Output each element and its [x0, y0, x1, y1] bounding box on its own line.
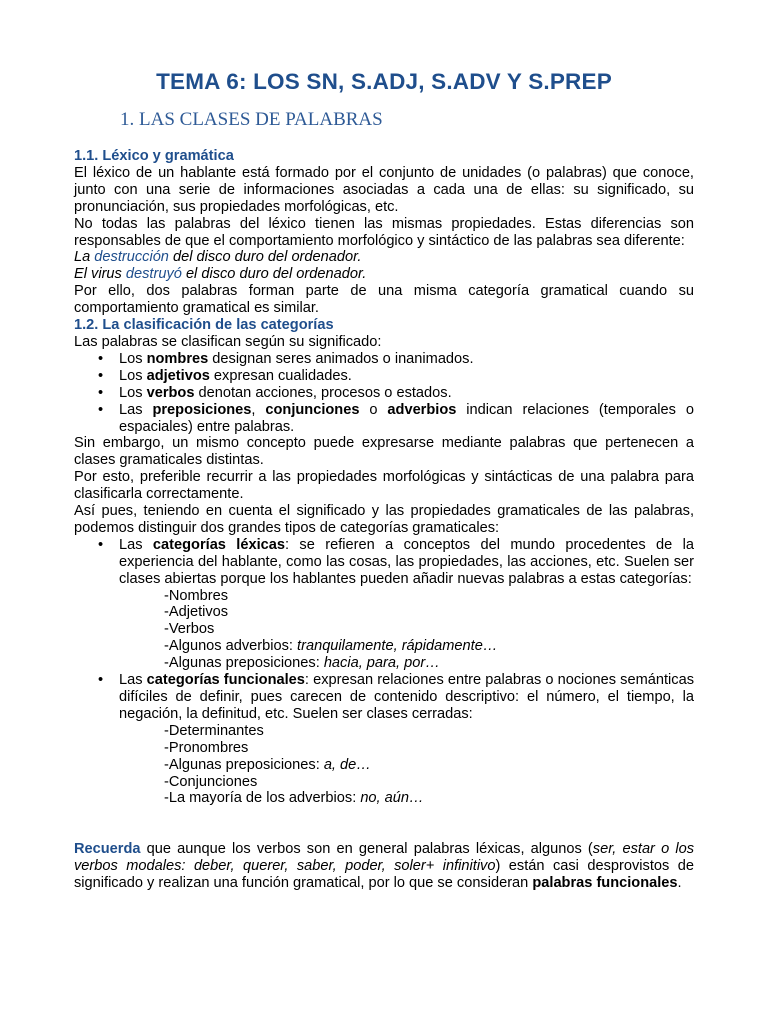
list-item	[74, 368, 694, 385]
paragraph: Las palabras se clasifican según su significado:	[74, 333, 382, 350]
item-text: designan seres animados o inanimados.	[208, 350, 474, 367]
spacer	[74, 807, 694, 841]
bullet-icon: •	[98, 536, 104, 553]
item-examples: a, de…	[323, 756, 371, 773]
note-text: que aunque los verbos son en general palabras léxicas, algunos (	[140, 841, 593, 858]
category-type-list	[74, 672, 694, 723]
category-list	[74, 351, 694, 436]
item-term: preposiciones	[152, 401, 252, 418]
item-text: Los	[119, 384, 147, 401]
paragraph: Por ello, dos palabras forman parte de una misma categoría gramatical cuando su comportamiento gramatical es similar.	[74, 283, 694, 317]
paragraph: Así pues, teniendo en cuenta el significado y las propiedades gramaticales de las palabras, podemos distinguir dos grandes tipos de categorías gramaticales:	[74, 503, 694, 536]
sublist-item: -Adjetivos	[164, 604, 229, 621]
list-item	[74, 385, 694, 402]
example-text: El virus	[74, 266, 126, 283]
sublist-item: -Determinantes	[164, 722, 264, 739]
funcionales-sublist	[74, 723, 694, 808]
note-examples: ser, estar o los verbos modales: deber, querer, saber, poder, soler+ infinitivo	[74, 841, 694, 875]
item-text: ,	[251, 401, 266, 418]
item-text: denotan acciones, procesos o estados.	[194, 384, 452, 401]
item-term: nombres	[146, 350, 209, 367]
example-sentence	[74, 249, 694, 266]
note-lead: Recuerda	[74, 841, 141, 858]
note-text: .	[677, 875, 682, 892]
sublist-item: -Verbos	[164, 621, 215, 638]
sublist-item	[164, 638, 694, 655]
paragraph: No todas las palabras del léxico tienen las mismas propiedades. Estas diferencias son responsables de que el comportamiento morfológico y sintáctico de las palabras sea diferente:	[74, 215, 694, 249]
item-term: verbos	[146, 384, 195, 401]
item-text: -Algunas preposiciones:	[164, 655, 324, 672]
item-text: : expresan relaciones entre palabras o nociones semánticas difíciles de definir, pues carecen de contenido descriptivo: el número, el tiempo, la negación, la definitud, etc. Suelen ser clases cerradas:	[119, 672, 694, 722]
example-highlight: destruyó	[125, 266, 182, 283]
item-text: indican relaciones (temporales o espaciales) entre palabras.	[119, 401, 694, 435]
item-term: categorías funcionales	[146, 672, 305, 689]
item-term: conjunciones	[265, 401, 360, 418]
sublist-item: -Nombres	[164, 587, 229, 604]
item-text: -La mayoría de los adverbios:	[164, 790, 361, 807]
item-term: adjetivos	[146, 367, 210, 384]
note-text: ) están casi desprovistos de significado y realizan una función gramatical, por lo que se consideran	[74, 858, 695, 892]
bullet-icon: •	[98, 367, 104, 384]
bullet-icon: •	[98, 350, 104, 367]
paragraph: El léxico de un hablante está formado por el conjunto de unidades (o palabras) que conoce, junto con una serie de informaciones asociadas a cada una de ellas: su significado, su pronunciación, sus propiedades morfológicas, etc.	[74, 164, 694, 215]
example-text: del disco duro del ordenador.	[168, 249, 362, 266]
document-title: TEMA 6: LOS SN, S.ADJ, S.ADV Y S.PREP	[156, 69, 612, 94]
example-highlight: destrucción	[94, 249, 169, 266]
item-examples: hacia, para, por…	[323, 655, 440, 672]
example-text: el disco duro del ordenador.	[181, 266, 367, 283]
item-text: Las	[119, 536, 153, 553]
item-text: Los	[119, 367, 147, 384]
item-term: categorías léxicas	[152, 536, 285, 553]
item-text: o	[359, 401, 388, 418]
item-text: Los	[119, 350, 147, 367]
example-sentence	[74, 266, 694, 283]
paragraph: Por esto, preferible recurrir a las propiedades morfológicas y sintácticas de una palabra para clasificarla correctamente.	[74, 469, 694, 503]
item-text: -Algunas preposiciones:	[164, 756, 324, 773]
section-heading: 1. LAS CLASES DE PALABRAS	[120, 109, 383, 130]
paragraph: Sin embargo, un mismo concepto puede expresarse mediante palabras que pertenecen a clases gramaticales distintas.	[74, 435, 694, 469]
item-text: : se refieren a conceptos del mundo procedentes de la experiencia del hablante, como las cosas, las propiedades, las acciones, etc. Suelen ser clases abiertas porque los hablantes pueden añadir nuevas palabras a estas categorías:	[119, 536, 694, 587]
sublist-item: -Conjunciones	[164, 773, 258, 790]
sublist-item: -Pronombres	[164, 739, 249, 756]
recuerda-note	[74, 841, 694, 892]
sublist-item	[164, 757, 694, 774]
lexicas-sublist	[74, 588, 694, 673]
example-text: La	[74, 249, 95, 266]
subheading-clasificacion: 1.2. La clasificación de las categorías	[74, 317, 334, 334]
list-item	[74, 351, 694, 368]
list-item	[74, 402, 694, 436]
item-examples: no, aún…	[360, 790, 424, 807]
bullet-icon: •	[98, 672, 104, 689]
item-text: expresan cualidades.	[209, 367, 352, 384]
sublist-item	[164, 655, 694, 672]
item-term: adverbios	[387, 401, 457, 418]
list-item-funcionales	[74, 672, 694, 723]
item-text: Las	[119, 401, 153, 418]
item-text: -Algunos adverbios:	[164, 638, 298, 655]
bullet-icon: •	[98, 401, 104, 418]
list-item-lexicas	[74, 537, 694, 588]
note-term: palabras funcionales	[532, 875, 678, 892]
document-body	[74, 148, 694, 892]
bullet-icon: •	[98, 384, 104, 401]
subheading-lexico: 1.1. Léxico y gramática	[74, 148, 234, 164]
item-text: Las	[119, 672, 147, 689]
item-examples: tranquilamente, rápidamente…	[297, 638, 498, 655]
category-type-list	[74, 537, 694, 588]
sublist-item	[164, 790, 694, 807]
